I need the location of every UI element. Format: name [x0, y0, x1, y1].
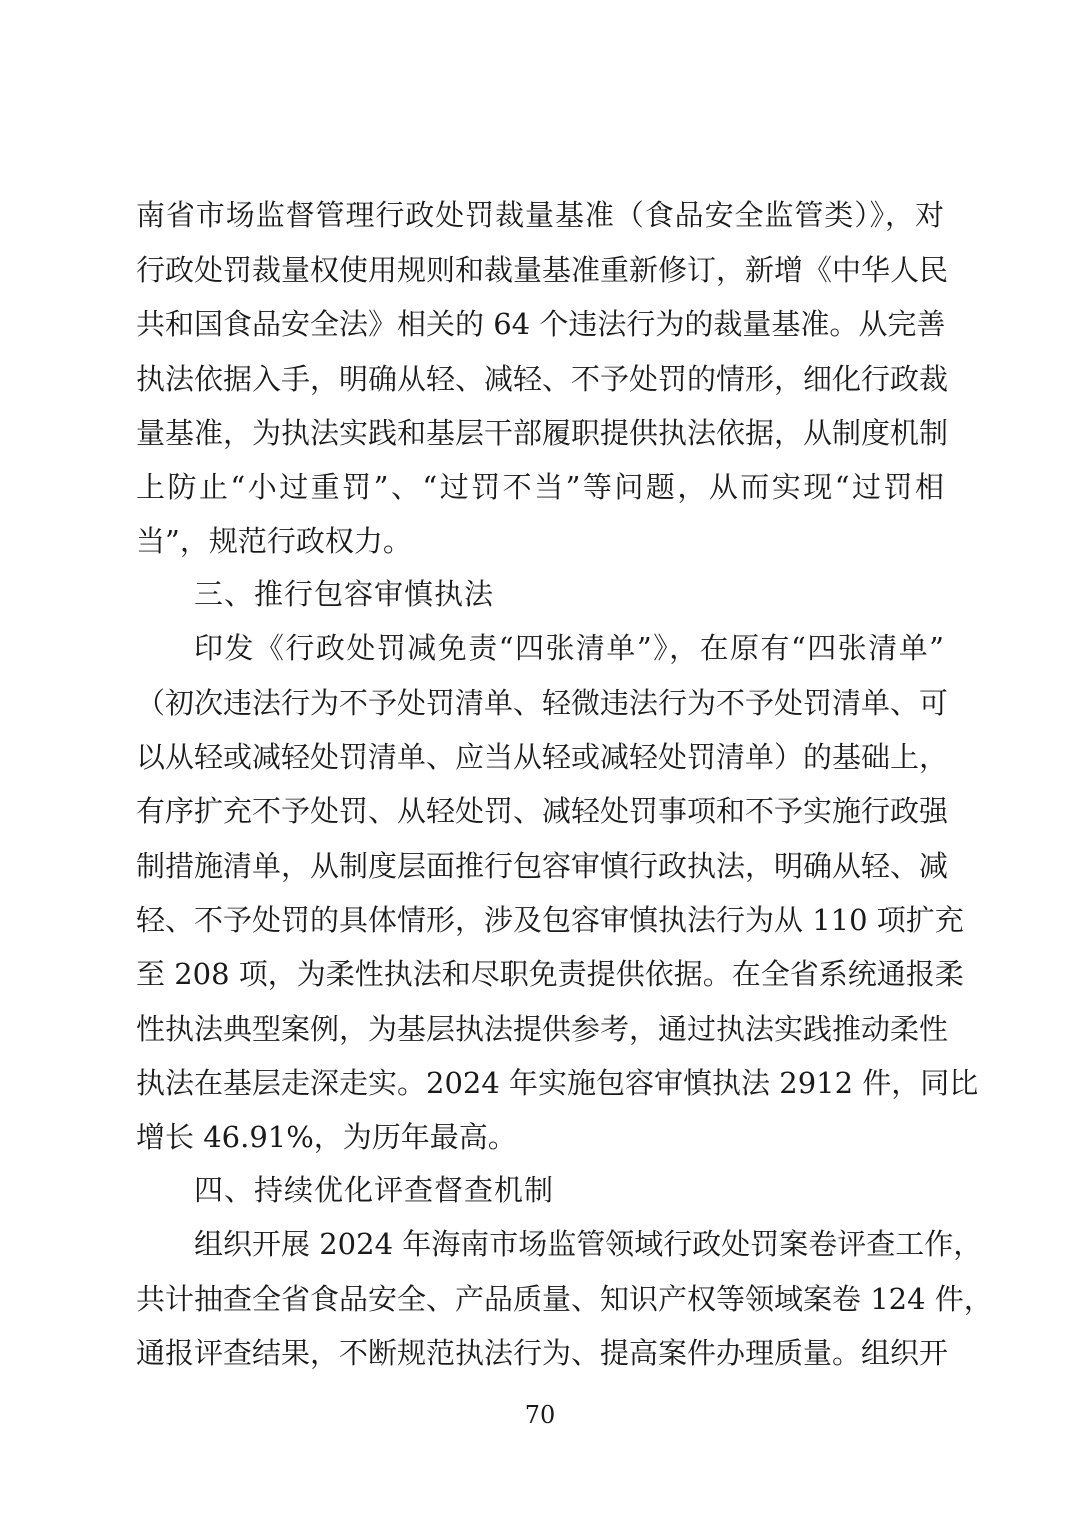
paragraph-2-line-8: 性执法典型案例，为基层执法提供参考，通过执法实践推动柔性: [136, 1012, 949, 1046]
section-heading-3: 三、推行包容审慎执法: [194, 577, 495, 611]
paragraph-1-line-3: 共和国食品安全法》相关的 64 个违法行为的裁量基准。从完善: [136, 307, 946, 341]
paragraph-1-line-7: 当”，规范行政权力。: [136, 524, 412, 558]
paragraph-1-line-1: 南省市场监督管理行政处罚裁量基准（食品安全监管类）》，对: [136, 198, 944, 232]
paragraph-1-line-5: 量基准，为执法实践和基层干部履职提供执法依据，从制度机制: [136, 416, 949, 450]
paragraph-2-line-6: 轻、不予处罚的具体情形，涉及包容审慎执法行为从 110 项扩充: [136, 903, 964, 937]
paragraph-2-line-1: 印发《行政处罚减免责“四张清单”》，在原有“四张清单”: [194, 631, 944, 665]
paragraph-2-line-7: 至 208 项，为柔性执法和尽职免责提供依据。在全省系统通报柔: [136, 957, 964, 991]
paragraph-2-line-5: 制措施清单，从制度层面推行包容审慎行政执法，明确从轻、减: [136, 849, 949, 883]
paragraph-3-line-3: 通报评查结果，不断规范执法行为、提高案件办理质量。组织开: [136, 1336, 949, 1370]
paragraph-3-line-2: 共计抽查全省食品安全、产品质量、知识产权等领域案卷 124 件，: [136, 1282, 993, 1316]
paragraph-2-line-2: （初次违法行为不予处罚清单、轻微违法行为不予处罚清单、可: [136, 686, 949, 720]
paragraph-3-line-1: 组织开展 2024 年海南市场监管领域行政处罚案卷评查工作，: [194, 1227, 983, 1261]
paragraph-2-line-3: 以从轻或减轻处罚清单、应当从轻或减轻处罚清单）的基础上，: [136, 740, 949, 774]
section-heading-4: 四、持续优化评查督查机制: [194, 1173, 555, 1207]
paragraph-2-line-4: 有序扩充不予处罚、从轻处罚、减轻处罚事项和不予实施行政强: [136, 794, 949, 828]
paragraph-2-line-10: 增长 46.91%，为历年最高。: [136, 1120, 517, 1154]
paragraph-1-line-6: 上防止“小过重罚”、“过罚不当”等问题，从而实现“过罚相: [136, 470, 944, 504]
paragraph-2-line-9: 执法在基层走深走实。2024 年实施包容审慎执法 2912 件，同比: [136, 1066, 979, 1100]
page-number: 70: [524, 1401, 556, 1429]
paragraph-1-line-2: 行政处罚裁量权使用规则和裁量基准重新修订，新增《中华人民: [136, 253, 949, 287]
paragraph-1-line-4: 执法依据入手，明确从轻、减轻、不予处罚的情形，细化行政裁: [136, 362, 949, 396]
